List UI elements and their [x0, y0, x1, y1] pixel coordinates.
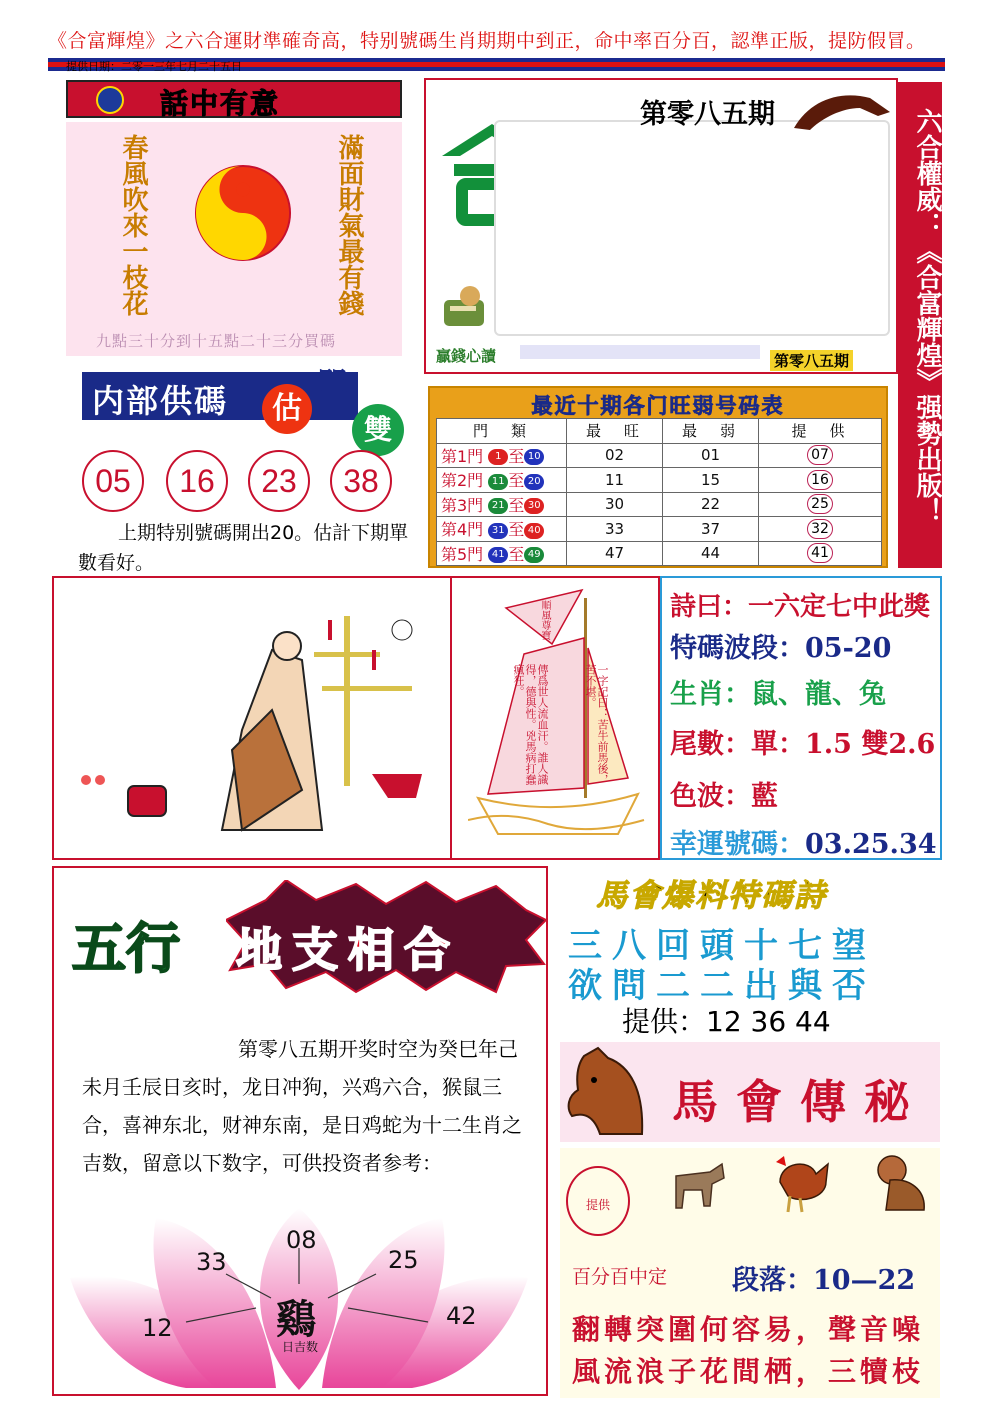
column-header: 最 旺 — [567, 419, 663, 444]
min-cell: 15 — [663, 468, 759, 493]
range-from: 1 — [488, 449, 508, 465]
range-from: 41 — [488, 547, 508, 563]
provide-value: 41 — [807, 543, 833, 563]
tail-row — [670, 722, 935, 761]
range-word: 至 — [508, 495, 525, 515]
table-header-row — [437, 419, 882, 444]
petal-number: 33 — [196, 1248, 227, 1276]
column-header: 門 類 — [437, 419, 567, 444]
min-cell: 44 — [663, 541, 759, 566]
wuxing-title: 五行 — [72, 916, 180, 980]
door-label: 第2門 — [441, 471, 484, 491]
range-word: 至 — [508, 544, 525, 564]
horse-poem-title: 馬會爆料特碼詩 — [596, 878, 827, 914]
provide-cell — [759, 468, 882, 493]
table-row — [437, 517, 882, 542]
petal-number: 08 — [286, 1226, 317, 1254]
horse-provide: 提供：12 36 44 — [622, 1005, 831, 1038]
color-label: 色波： — [670, 781, 751, 812]
boat-flag-text: 順風尊寶 — [539, 600, 550, 640]
min-cell: 37 — [663, 517, 759, 542]
lucky-row — [670, 822, 937, 861]
wave-row — [670, 626, 891, 665]
max-cell: 47 — [567, 541, 663, 566]
max-cell: 11 — [567, 468, 663, 493]
lucky-value: 03.25.34 — [805, 829, 937, 860]
provide-cell — [759, 492, 882, 517]
door-table-title: 最近十期各门旺弱号码表 — [531, 394, 785, 418]
number-ball: 38 — [330, 450, 392, 512]
column-header: 最 弱 — [663, 419, 759, 444]
door-cell — [437, 541, 567, 566]
provide-cell — [759, 541, 882, 566]
side-banner-text: 六合權威：《合富輝煌》强勢出版！ — [912, 108, 942, 524]
range-word: 至 — [508, 446, 525, 466]
max-cell: 02 — [567, 443, 663, 468]
issue-number-small: 第零八五期 — [770, 350, 853, 371]
range-to: 49 — [524, 547, 544, 563]
provide-cell — [759, 443, 882, 468]
tail-label: 尾數： — [670, 729, 751, 760]
rooster-icon — [770, 1152, 840, 1214]
zodiac-value: 鼠、龍、兔 — [751, 679, 886, 710]
boat-poem-b: 傳爲世人流血汗。誰人識得，德與性。兇馬病打蠢瘋狂。 — [512, 664, 549, 785]
table-row — [437, 492, 882, 517]
number-ball: 16 — [166, 450, 228, 512]
number-ball: 05 — [82, 450, 144, 512]
min-cell: 22 — [663, 492, 759, 517]
table-row — [437, 541, 882, 566]
issue-strip — [520, 345, 760, 359]
hint-title: 話中有意 — [160, 87, 281, 120]
horse-verse: 風流浪子花間栖，三犢枝 — [572, 1355, 925, 1388]
petal-number: 12 — [142, 1314, 173, 1342]
door-cell — [437, 443, 567, 468]
buy-time: 九點三十分到十五點二十三分買碼 — [96, 332, 337, 350]
door-table — [436, 418, 882, 566]
range-to: 10 — [524, 449, 544, 465]
odd-label: 單 — [316, 366, 349, 404]
petal-number: 25 — [388, 1246, 419, 1274]
money-hand-icon — [440, 282, 492, 334]
range-from: 21 — [488, 498, 508, 514]
door-cell — [437, 517, 567, 542]
yin-yang-icon — [194, 164, 292, 262]
petal-number: 42 — [446, 1302, 477, 1330]
provide-cell — [759, 517, 882, 542]
range-to: 30 — [524, 498, 544, 514]
boat-poem-a: 一字記曰：苦牛前馬後，苦不堪。 — [584, 664, 609, 785]
zodiac-row — [670, 672, 886, 711]
wuxing-text: 第零八五期开奖时空为癸巳年己未月壬辰日亥时，龙日冲狗，兴鸡六合，猴鼠三合，喜神东北，财神东南，是日鸡蛇为十二生肖之吉数，留意以下数字，可供投资者参考： — [82, 1037, 522, 1175]
provide-value: 16 — [807, 470, 833, 490]
sure-label: 百分百中定 — [572, 1266, 668, 1288]
center-zodiac: 鷄 — [276, 1296, 316, 1343]
horse-poem-line: 欲問二二出與否 — [568, 966, 876, 1006]
left-verse: 春風吹來一枝花 — [118, 134, 148, 316]
win-label: 贏錢心讀 — [436, 347, 497, 365]
issue-date: 提供日期：二零一三年七月二十五日 — [66, 60, 242, 73]
range-from: 31 — [488, 523, 508, 539]
estimate-badge: 估 — [262, 384, 312, 434]
table-row — [437, 443, 882, 468]
secret-title: 馬會傳秘 — [672, 1075, 928, 1129]
segment-range: 段落：10—22 — [732, 1265, 916, 1296]
horse-head-icon — [564, 1046, 648, 1138]
issue-blank-card — [496, 122, 888, 334]
dizhi-title: 地支相合 — [236, 923, 460, 977]
provide-value: 32 — [807, 519, 833, 539]
range-from: 11 — [488, 474, 508, 490]
range-to: 20 — [524, 474, 544, 490]
door-label: 第4門 — [441, 520, 484, 540]
door-label: 第3門 — [441, 495, 484, 515]
tail-value: 單：1.5 雙2.6 — [751, 729, 936, 760]
wave-label: 特碼波段： — [670, 633, 805, 664]
min-cell: 01 — [663, 443, 759, 468]
column-header: 提 供 — [759, 419, 882, 444]
table-row — [437, 468, 882, 493]
scholar-illustration — [72, 590, 442, 852]
monkey-icon — [870, 1150, 934, 1216]
brand-logo-icon — [96, 86, 124, 114]
tips-poem: 詩曰：一六定七中此獎 — [670, 592, 931, 622]
color-value: 藍 — [751, 781, 778, 812]
slogan: 《合富輝煌》之六合運財準確奇高，特别號碼生肖期期中到正，命中率百分百，認準正版，提防假冒。 — [48, 30, 926, 52]
center-subtitle: 日吉数 — [282, 1340, 319, 1354]
door-cell — [437, 492, 567, 517]
zodiac-label: 生肖： — [670, 679, 751, 710]
number-ball: 23 — [248, 450, 310, 512]
right-verse: 滿面財氣最有錢 — [334, 134, 364, 316]
horse-verse: 翻轉突圍何容易，聲音噪 — [572, 1313, 925, 1346]
range-to: 40 — [524, 523, 544, 539]
provide-value: 25 — [807, 494, 833, 514]
color-row — [670, 774, 778, 813]
sailboat-illustration — [468, 588, 648, 850]
horse-silhouette-icon — [790, 84, 894, 132]
door-label: 第1門 — [441, 446, 484, 466]
max-cell: 33 — [567, 517, 663, 542]
max-cell: 30 — [567, 492, 663, 517]
provider-seal: 提供 — [566, 1166, 630, 1236]
range-word: 至 — [508, 520, 525, 540]
internal-title: 内部供碼 — [82, 372, 358, 420]
internal-note: 上期特别號碼開出20。估計下期單數看好。 — [78, 522, 409, 574]
wave-value: 05-20 — [805, 633, 892, 664]
even-badge: 雙 — [352, 404, 404, 456]
issue-number: 第零八五期 — [640, 99, 775, 130]
provide-value: 07 — [807, 445, 833, 465]
range-word: 至 — [508, 471, 525, 491]
horse-poem-line: 三八回頭十七望 — [568, 926, 876, 966]
goat-icon — [666, 1150, 728, 1220]
door-cell — [437, 468, 567, 493]
lucky-label: 幸運號碼： — [670, 829, 805, 860]
door-label: 第5門 — [441, 544, 484, 564]
